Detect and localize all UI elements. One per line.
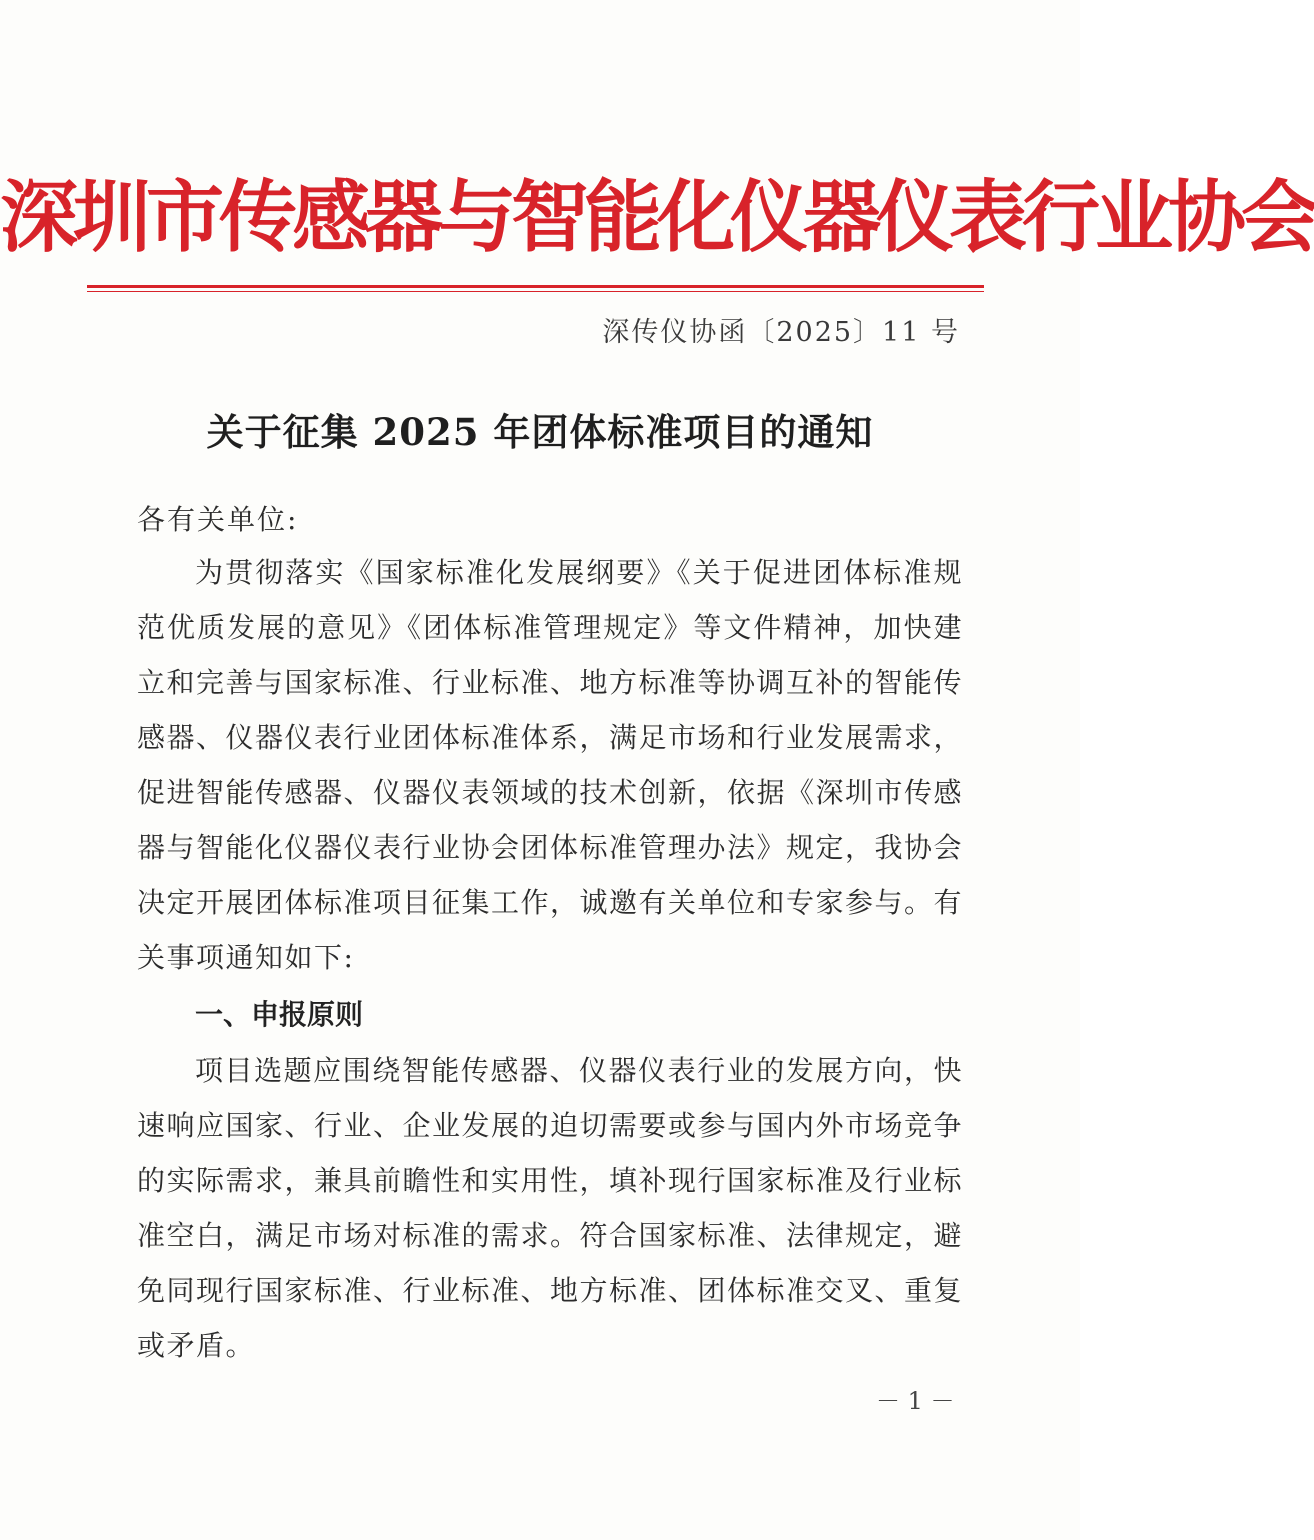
body-paragraph-2: 项目选题应围绕智能传感器、仪器仪表行业的发展方向，快速响应国家、行业、企业发展的迫切需要或参与国内外市场竞争的实际需求，兼具前瞻性和实用性，填补现行国家标准及行业标准空白，满足市场对标准的需求。符合国家标准、法律规定，避免同现行国家标准、行业标准、地方标准、团体标准交叉、重复或矛盾。 [137, 1054, 964, 1362]
header-red-rule [87, 285, 984, 288]
section-heading-1: 一、申报原则 [195, 998, 364, 1031]
body-paragraph-1: 为贯彻落实《国家标准化发展纲要》《关于促进团体标准规范优质发展的意见》《团体标准管理规定》等文件精神，加快建立和完善与国家标准、行业标准、地方标准等协调互补的智能传感器、仪器仪表行业团体标准体系，满足市场和行业发展需求，促进智能传感器、仪器仪表领域的技术创新，依据《深圳市传感器与智能化仪器仪表行业协会团体标准管理办法》规定，我协会决定开展团体标准项目征集工作，诚邀有关单位和专家参与。有关事项通知如下: [137, 556, 964, 974]
organization-header: 深圳市传感器与智能化仪器仪表行业协会 [0, 173, 1314, 263]
document-number: 深传仪协函〔2025〕11 号 [602, 317, 960, 348]
header-red-rule-thin [87, 291, 984, 292]
page-number: － 1 － [876, 1387, 955, 1415]
document-title: 关于征集 2025 年团体标准项目的通知 [206, 410, 874, 454]
salutation: 各有关单位: [137, 503, 299, 536]
